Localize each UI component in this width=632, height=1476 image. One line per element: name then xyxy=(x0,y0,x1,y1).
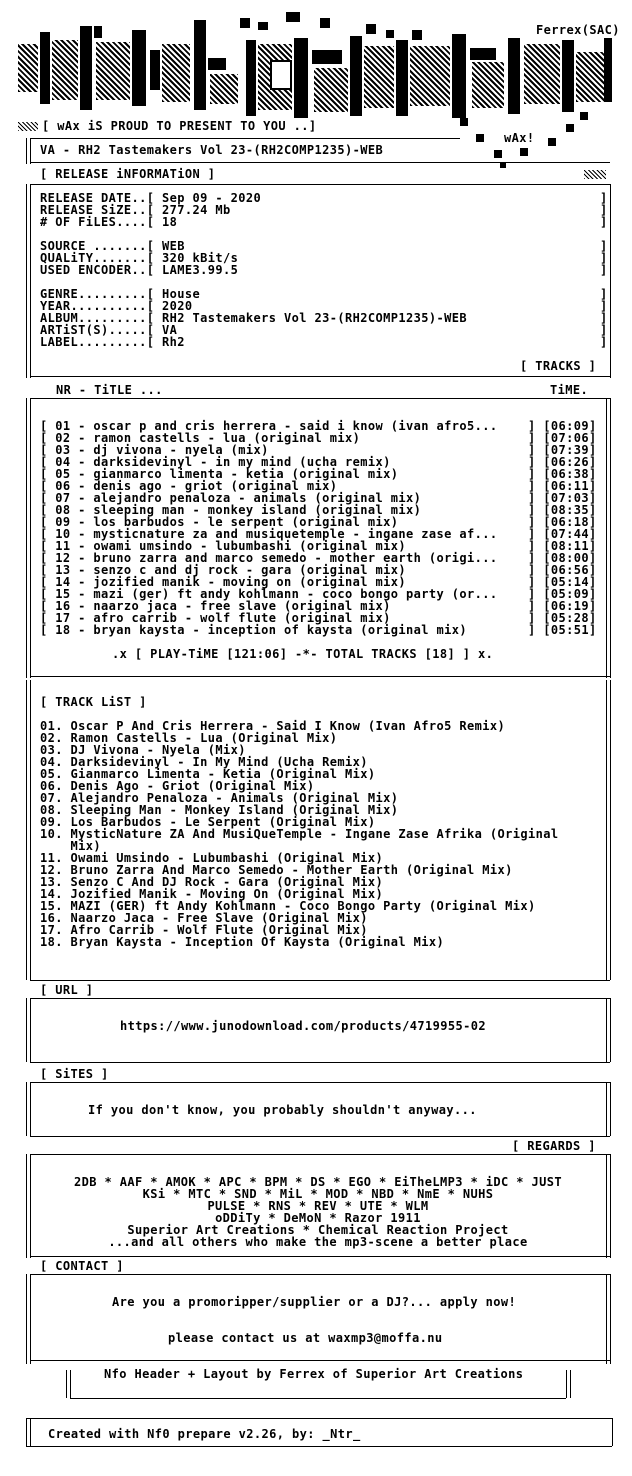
track-time: ] [05:28] xyxy=(528,611,597,625)
release-title: VA - RH2 Tastemakers Vol 23-(RH2COMP1235)-WEB xyxy=(40,143,384,157)
layout-credit: Nfo Header + Layout by Ferrex of Superior Art Creations xyxy=(104,1367,524,1381)
track-title: oscar p and cris herrera - said i know (ivan afro5... xyxy=(93,419,498,433)
track-list-item: 16. Naarzo Jaca - Free Slave (Original Mix) xyxy=(40,911,368,925)
track-title: bryan kaysta - inception of kaysta (original mix) xyxy=(93,623,467,637)
contact-apply-text: Are you a promoripper/supplier or a DJ?... apply now! xyxy=(112,1295,517,1309)
track-number: 03 xyxy=(55,443,71,457)
track-time: ] [08:11] xyxy=(528,539,597,553)
track-number: 01 xyxy=(55,419,71,433)
track-title: los barbudos - le serpent (original mix) xyxy=(93,515,399,529)
release-date-value: Sep 09 - 2020 xyxy=(162,191,262,205)
source-value: WEB xyxy=(162,239,185,253)
track-number: 16 xyxy=(55,599,71,613)
tracks-tab: [ TRACKS ] xyxy=(520,359,597,373)
track-list-item: 02. Ramon Castells - Lua (Original Mix) xyxy=(40,731,338,745)
quality-value: 320 kBit/s xyxy=(162,251,239,265)
track-time: ] [06:11] xyxy=(528,479,597,493)
track-list-item: 15. MAZI (GER) ft Andy Kohlmann - Coco Bongo Party (Original Mix) xyxy=(40,899,536,913)
nfo-document: Ferrex(SAC) [ wAx iS PROUD TO PRESENT TO YOU ..] wAx! VA - RH2 Tastemakers Vol 23-(RH2COMP1235)-WEB [ RELEASE iNFORMATiON ] RELEASE DATE..[ Sep 09 - 2020 RELEASE SiZE..[ 277.24 Mb # OF FiLES....[ 18 SOURCE .......[ WEB QUALiTY.......[ 320 kBit/s USED ENCODER..[ LAME3.99.5 GENRE.........[ House YEAR..........[ 2020 ALBUM.........[ RH2 Tastemakers Vol 23-(RH2COMP1235)-WEB ARTiST(S).....[ VA LABEL.........[ Rh2 ] ] ] ] ] ] ] ] ] ] ] [ TRACKS ] NR - TiTLE ... TiME. [ 01 - oscar p and cris herrera - said i know (ivan afro5... ] [06:09] [ 02 - ramon castells - lua (original mix) ] [07:06] [ 03 - dj vivona - nyela (mix) ] [07:39] [ 04 - darksidevinyl - in my mind (ucha remix) ] [06:26] [ 05 - gianmarco limenta - ketia (original mix) ] [06:38] [ 06 - denis ago - griot (original mix) ] [06:11] [ 07 - alejandro penaloza - animals (original mix) ] [07:03] [ 08 - sleeping man - monkey island (original mix) ] [08:35] [ 09 - los barbudos - le serpent (original mix) ] [06:18] [ 10 - mysticnature za and musiquetemple - ingane zase af... ] [07:44] [ 11 - owami umsindo - lubumbashi (original mix) ] [08:11] [ 12 - bruno zarra and marco semedo - mother earth (origi... ] [08:00] [ 13 - senzo c and dj rock - gara (original mix) ] [06:56] [ 14 - jozified manik - moving on (original mix) ] [05:14] [ 15 - mazi (ger) ft andy kohlmann - coco bongo party (or... ] [05:09] [ 16 - naarzo jaca - free slave (original mix) ] [06:19] [ 17 - afro carrib - wolf flute (original mix) ] [05:28] [ 18 - bryan kaysta - inception of kaysta (original mix) ] [05:51] .x [ PLAY-TiME [121:06] -*- TOTAL TRACKS [18] ] x. [ TRACK LiST ] 01. Oscar P And Cris Herrera - Said I Know (Ivan Afro5 Remix) 02. Ramon Castells - Lua (Original Mix) 03. DJ Vivona - Nyela (Mix) 04. Darksidevinyl - In My Mind (Ucha Remix) 05. Gianmarco Limenta - Ketia (Original Mix) 06. Denis Ago - Griot (Original Mix) 07. Alejandro Penaloza - Animals (Original Mix) 08. Sleeping Man - Monkey Island (Original Mix) 09. Los Barbudos - Le Serpent (Original Mix) 10. MysticNature ZA And MusiQueTemple - Ingane Zase Afrika (Original Mix) 11. Owami Umsindo - Lubumbashi (Original Mix) 12. Bruno Zarra And Marco Semedo - Mother Earth (Original Mix) 13. Senzo C And DJ Rock - Gara (Original Mix) 14. Jozified Manik - Moving On (Original Mix) 15. MAZI (GER) ft Andy Kohlmann - Coco Bongo Party (Original Mix) 16. Naarzo Jaca - Free Slave (Original Mix) 17. Afro Carrib - Wolf Flute (Original Mix) 18. Bryan Kaysta - Inception Of Kaysta (Original Mix) [ URL ] https://www.junodownload.com/products/4719955-02 [ SiTES ] If you don't know, you probably shouldn't anyway... [ REGARDS ] 2DB * AAF * AMOK * APC * BPM * DS * EGO * EiTheLMP3 * iDC * JUST KSi * MTC * SND * MiL * MOD * NBD * NmE * NUHS PULSE * RNS * REV * UTE * WLM oDDiTy * DeMoN * Razor 1911 Superior Art Creations * Chemical Reaction Project ...and all others who make the mp3-scene a better place [ CONTACT ] Are you a promoripper/supplier or a DJ?... apply now! please contact us at waxmp3@moffa.nu Nfo Header + Layout by Ferrex of Superior Art Creations Created with Nf0 prepare v2.26, by: _Ntr_ xyxy=(0,0,632,1476)
track-time: ] [07:44] xyxy=(528,527,597,541)
track-time: ] [06:18] xyxy=(528,515,597,529)
logo-credit: Ferrex(SAC) xyxy=(536,23,620,37)
track-number: 08 xyxy=(55,503,71,517)
track-row: [ 07 - alejandro penaloza - animals (original mix) xyxy=(40,491,422,505)
track-time: ] [05:14] xyxy=(528,575,597,589)
track-title: mysticnature za and musiquetemple - ingane zase af... xyxy=(93,527,498,541)
track-list-item: 01. Oscar P And Cris Herrera - Said I Know (Ivan Afro5 Remix) xyxy=(40,719,506,733)
track-list-item: 14. Jozified Manik - Moving On (Original Mix) xyxy=(40,887,384,901)
track-number: 04 xyxy=(55,455,71,469)
track-title: afro carrib - wolf flute (original mix) xyxy=(93,611,391,625)
track-number: 09 xyxy=(55,515,71,529)
regards-line: ...and all others who make the mp3-scene a better place xyxy=(108,1235,528,1249)
release-info-heading: [ RELEASE iNFORMATiON ] xyxy=(40,167,216,181)
regards-line: oDDiTy * DeMoN * Razor 1911 xyxy=(215,1211,421,1225)
track-time: ] [06:26] xyxy=(528,455,597,469)
track-row: [ 15 - mazi (ger) ft andy kohlmann - coco bongo party (or... xyxy=(40,587,498,601)
track-title: naarzo jaca - free slave (original mix) xyxy=(93,599,391,613)
track-row: [ 06 - denis ago - griot (original mix) xyxy=(40,479,338,493)
track-row: [ 01 - oscar p and cris herrera - said i know (ivan afro5... xyxy=(40,419,498,433)
track-list-item: 08. Sleeping Man - Monkey Island (Original Mix) xyxy=(40,803,399,817)
track-title: darksidevinyl - in my mind (ucha remix) xyxy=(93,455,391,469)
track-list-heading: [ TRACK LiST ] xyxy=(40,695,147,709)
contact-heading: [ CONTACT ] xyxy=(40,1259,124,1273)
track-title: alejandro penaloza - animals (original mix) xyxy=(93,491,422,505)
proud-to-present: [ wAx iS PROUD TO PRESENT TO YOU ..] xyxy=(42,119,317,133)
track-row: [ 11 - owami umsindo - lubumbashi (original mix) xyxy=(40,539,406,553)
genre-value: House xyxy=(162,287,201,301)
track-row: [ 09 - los barbudos - le serpent (original mix) xyxy=(40,515,399,529)
track-row: [ 08 - sleeping man - monkey island (original mix) xyxy=(40,503,422,517)
track-row: [ 12 - bruno zarra and marco semedo - mother earth (origi... xyxy=(40,551,498,565)
track-number: 11 xyxy=(55,539,71,553)
track-list-item: 07. Alejandro Penaloza - Animals (Original Mix) xyxy=(40,791,399,805)
track-number: 10 xyxy=(55,527,71,541)
track-list-item: 18. Bryan Kaysta - Inception Of Kaysta (Original Mix) xyxy=(40,935,445,949)
track-number: 12 xyxy=(55,551,71,565)
track-row: [ 02 - ramon castells - lua (original mix) xyxy=(40,431,361,445)
col-title-header: NR - TiTLE ... xyxy=(56,383,163,397)
file-count-value: 18 xyxy=(162,215,178,229)
track-number: 02 xyxy=(55,431,71,445)
sites-heading: [ SiTES ] xyxy=(40,1067,109,1081)
track-time: ] [05:51] xyxy=(528,623,597,637)
track-number: 06 xyxy=(55,479,71,493)
track-time: ] [06:38] xyxy=(528,467,597,481)
encoder-value: LAME3.99.5 xyxy=(162,263,239,277)
track-row: [ 18 - bryan kaysta - inception of kaysta (original mix) xyxy=(40,623,467,637)
regards-line: 2DB * AAF * AMOK * APC * BPM * DS * EGO * EiTheLMP3 * iDC * JUST xyxy=(74,1175,562,1189)
regards-line: KSi * MTC * SND * MiL * MOD * NBD * NmE * NUHS xyxy=(142,1187,494,1201)
sites-text: If you don't know, you probably shouldn't anyway... xyxy=(88,1103,477,1117)
track-title: mazi (ger) ft andy kohlmann - coco bongo party (or... xyxy=(93,587,498,601)
track-title: owami umsindo - lubumbashi (original mix) xyxy=(93,539,406,553)
track-list-item: 12. Bruno Zarra And Marco Semedo - Mother Earth (Original Mix) xyxy=(40,863,513,877)
track-title: denis ago - griot (original mix) xyxy=(93,479,338,493)
contact-email[interactable]: please contact us at waxmp3@moffa.nu xyxy=(168,1331,443,1345)
wax-tag: wAx! xyxy=(504,131,535,145)
hatch-decoration xyxy=(584,170,606,179)
track-title: senzo c and dj rock - gara (original mix) xyxy=(93,563,406,577)
track-list-item: Mix) xyxy=(40,839,101,853)
track-time: ] [06:19] xyxy=(528,599,597,613)
track-number: 14 xyxy=(55,575,71,589)
track-number: 18 xyxy=(55,623,71,637)
track-list-item: 13. Senzo C And DJ Rock - Gara (Original Mix) xyxy=(40,875,384,889)
track-list-item: 09. Los Barbudos - Le Serpent (Original Mix) xyxy=(40,815,376,829)
track-number: 17 xyxy=(55,611,71,625)
track-time: ] [06:09] xyxy=(528,419,597,433)
track-time: ] [07:03] xyxy=(528,491,597,505)
track-list-item: 04. Darksidevinyl - In My Mind (Ucha Remix) xyxy=(40,755,368,769)
track-title: dj vivona - nyela (mix) xyxy=(93,443,269,457)
track-title: sleeping man - monkey island (original mix) xyxy=(93,503,422,517)
release-size-value: 277.24 Mb xyxy=(162,203,231,217)
regards-line: Superior Art Creations * Chemical Reaction Project xyxy=(127,1223,509,1237)
track-row: [ 04 - darksidevinyl - in my mind (ucha remix) xyxy=(40,455,391,469)
track-row: [ 14 - jozified manik - moving on (original mix) xyxy=(40,575,406,589)
track-time: ] [08:00] xyxy=(528,551,597,565)
product-url-link[interactable]: https://www.junodownload.com/products/4719955-02 xyxy=(120,1019,486,1033)
track-number: 07 xyxy=(55,491,71,505)
track-list-item: 10. MysticNature ZA And MusiQueTemple - Ingane Zase Afrika (Original xyxy=(40,827,559,841)
regards-line: PULSE * RNS * REV * UTE * WLM xyxy=(207,1199,429,1213)
track-title: gianmarco limenta - ketia (original mix) xyxy=(93,467,399,481)
track-time: ] [08:35] xyxy=(528,503,597,517)
created-with: Created with Nf0 prepare v2.26, by: _Ntr_ xyxy=(48,1427,361,1441)
year-value: 2020 xyxy=(162,299,193,313)
label-value: Rh2 xyxy=(162,335,185,349)
hatch-decoration xyxy=(18,122,38,131)
track-list-item: 05. Gianmarco Limenta - Ketia (Original Mix) xyxy=(40,767,376,781)
track-row: [ 03 - dj vivona - nyela (mix) xyxy=(40,443,269,457)
track-row: [ 13 - senzo c and dj rock - gara (original mix) xyxy=(40,563,406,577)
artist-value: VA xyxy=(162,323,178,337)
track-title: bruno zarra and marco semedo - mother earth (origi... xyxy=(93,551,498,565)
track-time: ] [05:09] xyxy=(528,587,597,601)
track-list-item: 17. Afro Carrib - Wolf Flute (Original Mix) xyxy=(40,923,368,937)
url-heading: [ URL ] xyxy=(40,983,94,997)
track-number: 05 xyxy=(55,467,71,481)
track-time: ] [07:06] xyxy=(528,431,597,445)
track-title: jozified manik - moving on (original mix) xyxy=(93,575,406,589)
col-time-header: TiME. xyxy=(550,383,589,397)
track-number: 15 xyxy=(55,587,71,601)
track-row: [ 17 - afro carrib - wolf flute (original mix) xyxy=(40,611,391,625)
album-value: RH2 Tastemakers Vol 23-(RH2COMP1235)-WEB xyxy=(162,311,467,325)
track-time: ] [06:56] xyxy=(528,563,597,577)
track-time: ] [07:39] xyxy=(528,443,597,457)
track-list-item: 06. Denis Ago - Griot (Original Mix) xyxy=(40,779,315,793)
regards-heading: [ REGARDS ] xyxy=(512,1139,596,1153)
track-row: [ 05 - gianmarco limenta - ketia (original mix) xyxy=(40,467,399,481)
track-list-item: 03. DJ Vivona - Nyela (Mix) xyxy=(40,743,246,757)
track-title: ramon castells - lua (original mix) xyxy=(93,431,361,445)
track-row: [ 10 - mysticnature za and musiquetemple - ingane zase af... xyxy=(40,527,498,541)
track-row: [ 16 - naarzo jaca - free slave (original mix) xyxy=(40,599,391,613)
track-list-item: 11. Owami Umsindo - Lubumbashi (Original Mix) xyxy=(40,851,384,865)
playtime-summary: .x [ PLAY-TiME [121:06] -*- TOTAL TRACKS [18] ] x. xyxy=(112,647,494,661)
track-number: 13 xyxy=(55,563,71,577)
